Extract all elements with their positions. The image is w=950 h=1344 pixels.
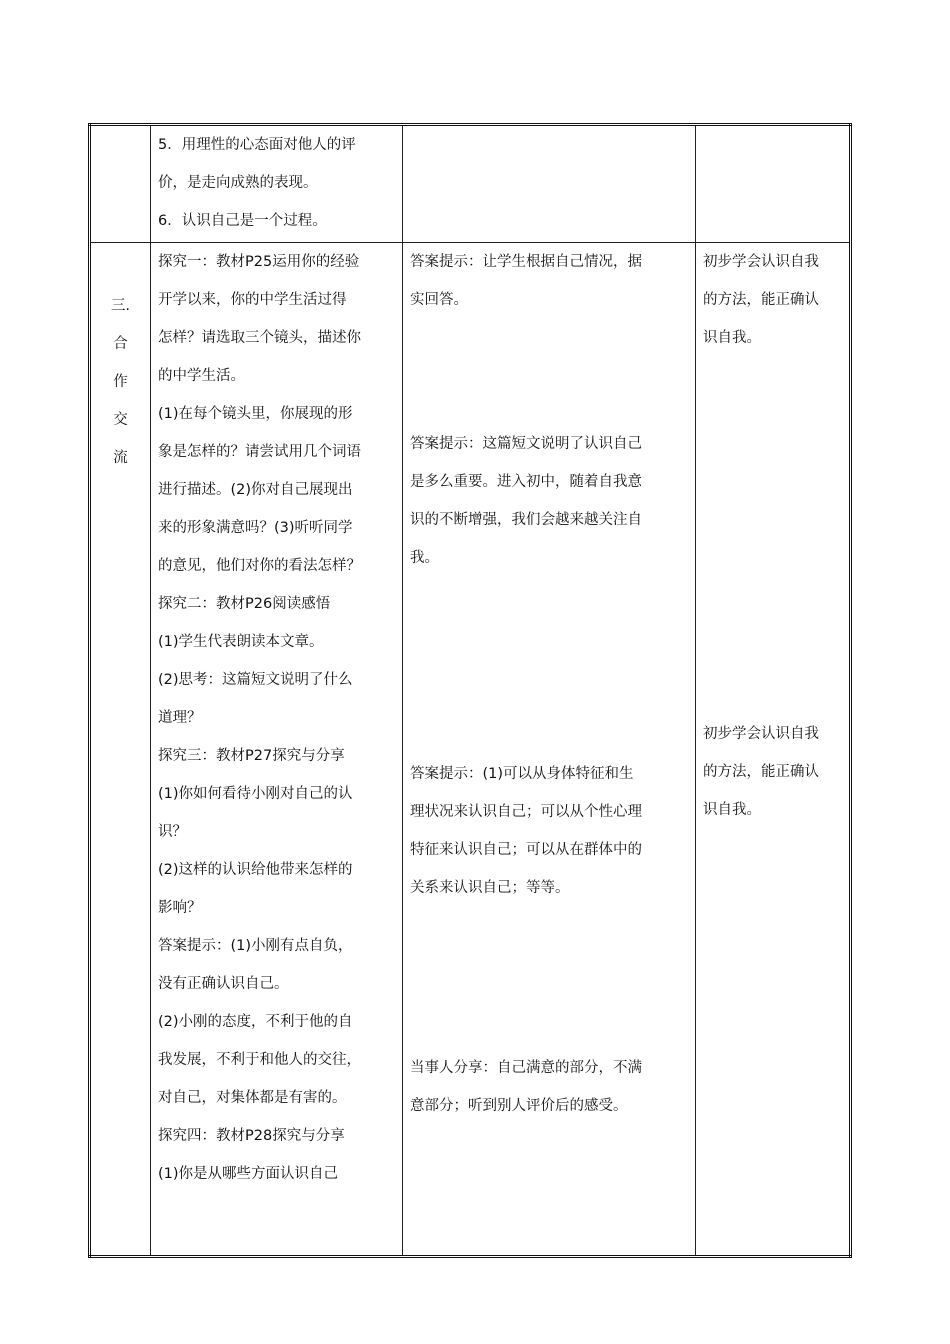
text-line: 影响？ <box>158 900 202 916</box>
activity-cell <box>151 243 403 1257</box>
text-line: 识自我。 <box>703 802 761 818</box>
text-line: 6．认识自己是一个过程。 <box>158 213 327 229</box>
text-line: (2)思考：这篇短文说明了什么 <box>158 672 353 688</box>
text-line: 的方法，能正确认 <box>703 292 819 308</box>
text-line: 识自我。 <box>703 330 761 346</box>
text-line: 当事人分享：自己满意的部分，不满 <box>410 1060 642 1076</box>
text-line: 我。 <box>410 550 439 566</box>
text-line: 答案提示：让学生根据自己情况，据 <box>410 254 642 270</box>
table-row <box>90 125 851 243</box>
text-line: 价，是走向成熟的表现。 <box>158 175 318 191</box>
text-line: 理状况来认识自己；可以从个性心理 <box>410 804 642 820</box>
text-line: (2)这样的认识给他带来怎样的 <box>158 862 353 878</box>
stage-cell-empty <box>90 125 151 243</box>
text-line: 答案提示：这篇短文说明了认识自己 <box>410 436 642 452</box>
stage-cell <box>90 243 151 1257</box>
table-row <box>90 243 851 1257</box>
text-line: 的中学生活。 <box>158 368 245 384</box>
text-line: 进行描述。(2)你对自己展现出 <box>158 482 353 498</box>
text-line: 意部分；听到别人评价后的感受。 <box>410 1098 628 1114</box>
text-line: 实回答。 <box>410 292 468 308</box>
text-line: 初步学会认识自我 <box>703 254 819 270</box>
text-line: 探究一：教材P25运用你的经验 <box>158 254 360 270</box>
text-line: 道理？ <box>158 710 202 726</box>
stage-label: 作 <box>113 374 128 390</box>
text-line: 来的形象满意吗？(3)听听同学 <box>158 520 353 536</box>
text-line: (1)你如何看待小刚对自己的认 <box>158 786 353 802</box>
answer-cell <box>403 243 696 1257</box>
text-line: 探究四：教材P28探究与分享 <box>158 1128 345 1144</box>
text-line: 探究二：教材P26阅读感悟 <box>158 596 331 612</box>
text-line: 初步学会认识自我 <box>703 726 819 742</box>
text-line: 没有正确认识自己。 <box>158 976 289 992</box>
text-line: (1)在每个镜头里，你展现的形 <box>158 406 353 422</box>
text-line: 探究三：教材P27探究与分享 <box>158 748 345 764</box>
text-line: (1)你是从哪些方面认识自己 <box>158 1166 339 1182</box>
activity-cell <box>151 125 403 243</box>
answer-cell-empty <box>403 125 696 243</box>
text-line: 5．用理性的心态面对他人的评 <box>158 137 356 153</box>
stage-label: 三. <box>110 298 131 314</box>
text-line: 我发展，不利于和他人的交往， <box>158 1052 361 1068</box>
text-line: 是多么重要。进入初中，随着自我意 <box>410 474 642 490</box>
text-line: 答案提示：(1)可以从身体特征和生 <box>410 766 634 782</box>
text-line: (2)小刚的态度，不利于他的自 <box>158 1014 353 1030</box>
text-line: 的意见，他们对你的看法怎样？ <box>158 558 361 574</box>
stage-label: 交 <box>113 412 128 428</box>
text-line: 怎样？请选取三个镜头，描述你 <box>158 330 361 346</box>
text-line: (1)学生代表朗读本文章。 <box>158 634 324 650</box>
text-line: 答案提示：(1)小刚有点自负， <box>158 938 353 954</box>
text-line: 的方法，能正确认 <box>703 764 819 780</box>
text-line: 关系来认识自己；等等。 <box>410 880 570 896</box>
lesson-plan-table <box>88 123 852 1258</box>
text-line: 特征来认识自己；可以从在群体中的 <box>410 842 642 858</box>
text-line: 对自己，对集体都是有害的。 <box>158 1090 347 1106</box>
text-line: 象是怎样的？请尝试用几个词语 <box>158 444 361 460</box>
text-line: 开学以来，你的中学生活过得 <box>158 292 347 308</box>
stage-label: 流 <box>113 450 128 466</box>
text-line: 识？ <box>158 824 187 840</box>
stage-label: 合 <box>113 336 128 352</box>
goal-cell-empty <box>696 125 851 243</box>
goal-cell <box>696 243 851 1257</box>
text-line: 识的不断增强，我们会越来越关注自 <box>410 512 642 528</box>
